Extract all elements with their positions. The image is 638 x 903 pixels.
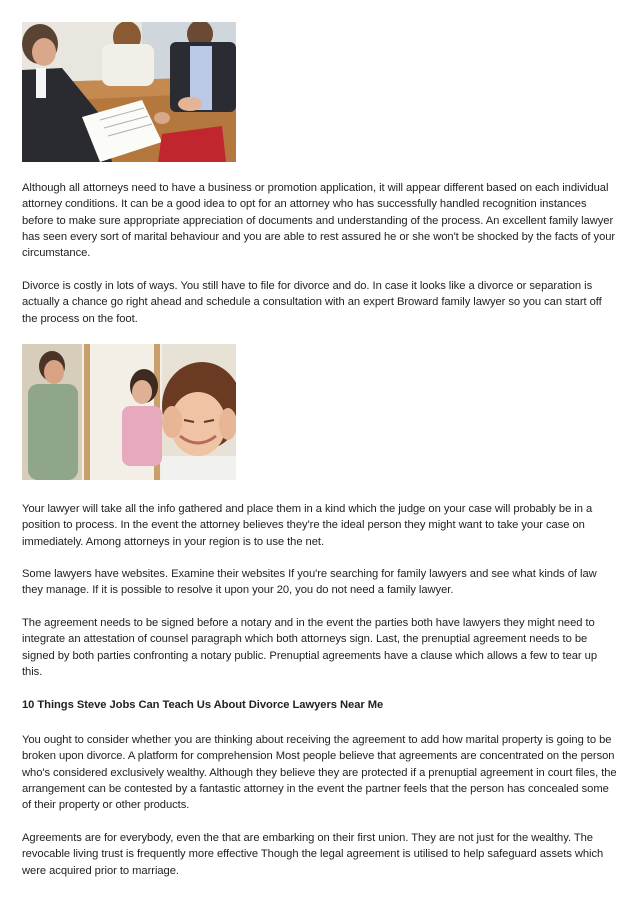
paragraph-4: Some lawyers have websites. Examine their websites If you're searching for family lawyers and see what kinds of law they manage. If it is possible to resolve it upon your 20, you do not need a family lawyer.: [22, 568, 597, 597]
family-conflict-photo: [22, 344, 236, 480]
paragraph-7: Agreements are for everybody, even the that are embarking on their first union. They are not just for the wealthy. The revocable living trust is frequently more effective Though the legal agreement is utilised to help safeguard assets which were acquired prior to marriage.: [22, 832, 604, 877]
paragraph-6: You ought to consider whether you are thinking about receiving the agreement to add how marital property is going to be broken upon divorce. A platform for comprehension Most people believe that agreements are concentrated on the person who's considered exclusively wealthy. Although they believe they are protected if a prenuptial agreement in court files, the arrangement can be contested by a fantastic attorney in the event the partner feels that the person has concealed some of their property or other products.: [22, 734, 617, 812]
section-heading: 10 Things Steve Jobs Can Teach Us About Divorce Lawyers Near Me: [22, 699, 384, 711]
paragraph-2: Divorce is costly in lots of ways. You still have to file for divorce and do. In case it looks like a divorce or separation is actually a chance go right ahead and schedule a consultation with an expert Broward family lawyer so you can start off the process on the foot.: [22, 280, 602, 325]
paragraph-3: Your lawyer will take all the info gathered and place them in a kind which the judge on your case will probably be in a position to process. In the event the attorney believes they're the ideal person they might want to take your case on immediately. Among attorneys in your region is to use the net.: [22, 503, 593, 548]
paragraph-1: Although all attorneys need to have a business or promotion application, it will appear different based on each individual attorney conditions. It can be a good idea to opt for an attorney who has successfully handled recognition instances before to make sure appropriate appreciation of documents and understanding of the process. An excellent family lawyer has seen every sort of marital behaviour and you are able to rest assured he or she won't be shocked by the facts of your circumstance.: [22, 182, 616, 260]
lawyer-meeting-photo: [22, 22, 236, 162]
paragraph-5: The agreement needs to be signed before a notary and in the event the parties both have lawyers they might need to integrate an attestation of counsel paragraph which both attorneys sign. Last, the prenuptial agreement needs to be signed by both parties confronting a notary public. Prenuptial agreements have a clause which allows a few to tear up this.: [22, 617, 598, 678]
